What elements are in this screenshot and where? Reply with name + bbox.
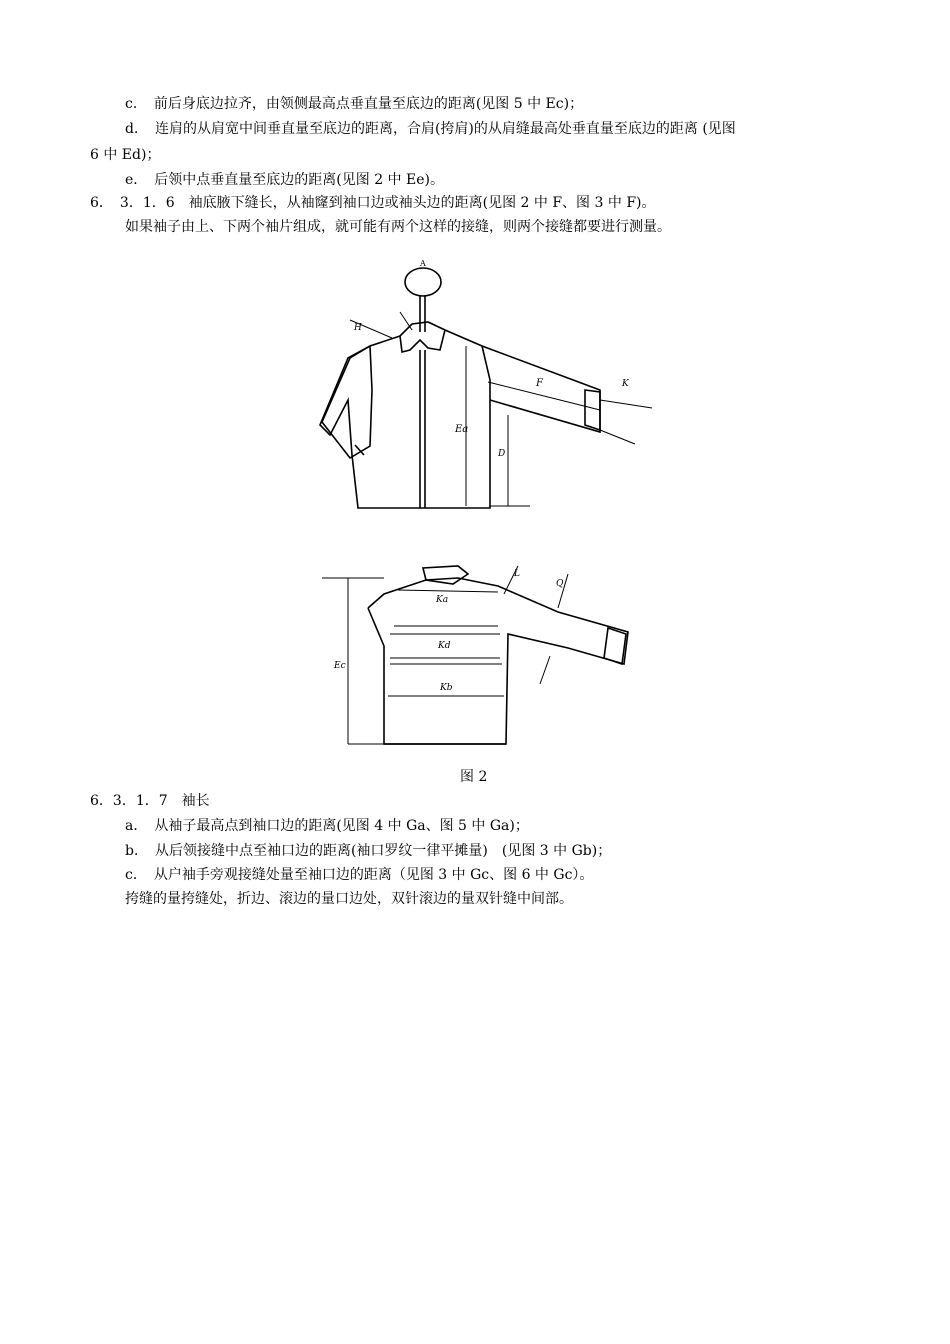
label-kd: Kd — [438, 641, 451, 651]
section-6316-note: 如果袖子由上、下两个袖片组成，就可能有两个这样的接缝，则两个接缝都要进行测量。 — [125, 219, 671, 235]
closing-note: 挎缝的量挎缝处，折边、滚边的量口边处，双针滚边的量双针缝中间部。 — [125, 891, 573, 907]
item-a2: a． 从袖子最高点到袖口边的距离(见图 4 中 Ga、图 5 中 Ga)； — [125, 818, 529, 834]
jacket-front-diagram — [300, 250, 660, 520]
label-kb: Kb — [440, 683, 453, 693]
label-q: Q — [556, 579, 564, 589]
item-c2: c． 从户袖手旁观接缝处量至袖口边的距离（见图 3 中 Gc、图 6 中 Gc）。 — [125, 867, 594, 883]
item-d-cont: 6 中 Ed)； — [90, 147, 161, 163]
section-6316: 6． 3．1．6 袖底腋下缝长，从袖窿到袖口边或袖头边的距离(见图 2 中 F、图 3 中 F)。 — [90, 195, 656, 211]
label-ec: Ec — [334, 661, 346, 671]
jacket-back-diagram — [318, 556, 638, 756]
item-e: e． 后领中点垂直量至底边的距离(见图 2 中 Ee)。 — [125, 172, 444, 188]
figure-caption: 图 2 — [460, 769, 488, 785]
section-6317: 6．3．1．7 袖长 — [90, 793, 210, 809]
label-d: D — [498, 449, 506, 459]
item-b2: b． 从后领接缝中点至袖口边的距离(袖口罗纹一律平摊量) (见图 3 中 Gb)； — [125, 843, 612, 859]
label-h: H — [354, 323, 362, 333]
label-f: F — [536, 378, 543, 389]
item-d: d． 连肩的从肩宽中间垂直量至底边的距离，合肩(挎肩)的从肩缝最高处垂直量至底边的距离 (见图 — [125, 121, 736, 137]
label-ea: Ea — [455, 424, 469, 435]
item-c: c． 前后身底边拉齐，由领侧最高点垂直量至底边的距离(见图 5 中 Ec)； — [125, 96, 584, 112]
label-k: K — [622, 379, 629, 389]
label-ka: Ka — [436, 595, 449, 605]
label-l: L — [514, 569, 520, 579]
label-a: A — [420, 259, 426, 268]
hanger-head — [405, 268, 441, 296]
